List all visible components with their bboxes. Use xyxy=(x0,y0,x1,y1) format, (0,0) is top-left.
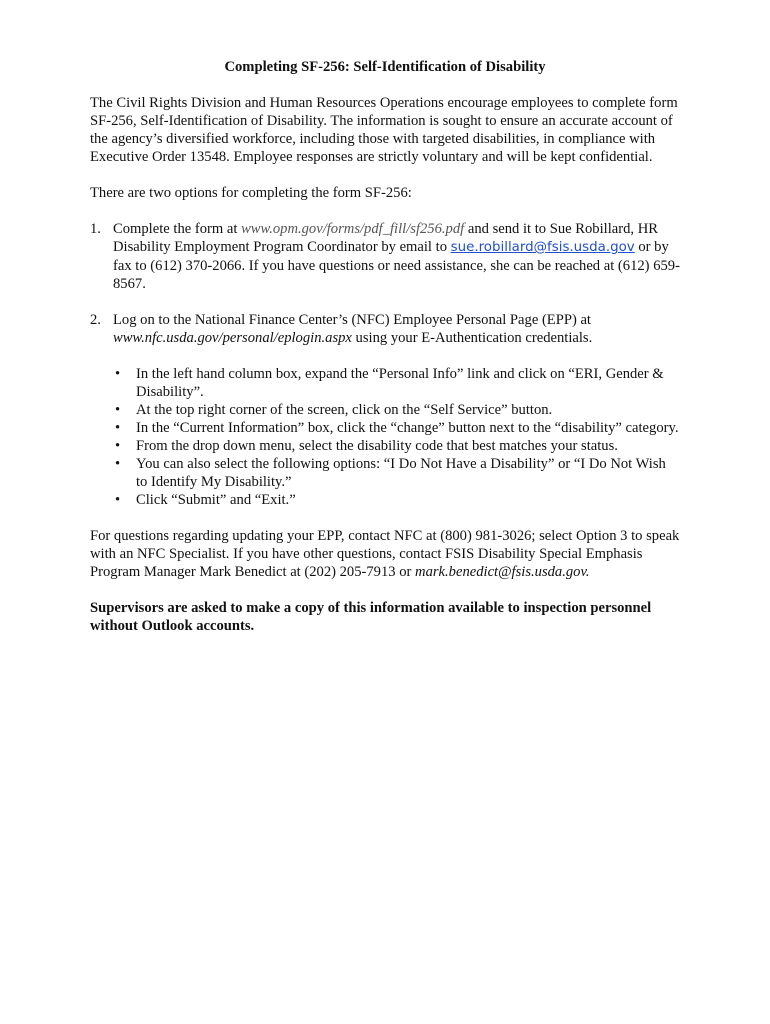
bullet-icon: • xyxy=(115,456,121,472)
option-2 xyxy=(90,311,680,509)
option-1-text-b: and send it to Sue Robillard, HR Disability Employment Program Coordinator by email to xyxy=(113,221,658,255)
intro-paragraph: The Civil Rights Division and Human Resources Operations encourage employees to complete form SF-256, Self-Identification of Disability. The information is sought to ensure an accurate account of the agency’s diversified workforce, including those with targeted disabilities, in compliance with Executive Order 13548. Employee responses are strictly voluntary and will be kept confidential. xyxy=(90,95,678,165)
contact-text: For questions regarding updating your EPP, contact NFC at (800) 981-3026; select Option 3 to speak with an NFC Specialist. If you have other questions, contact FSIS Disability Special Emphasis Program Manager Mark Benedict at (202) 205-7913 or xyxy=(90,528,680,580)
bullet-icon: • xyxy=(115,420,121,436)
option-1-text-a: Complete the form at xyxy=(113,221,242,237)
supervisors-note: Supervisors are asked to make a copy of this information available to inspection personnel without Outlook accounts. xyxy=(90,600,652,634)
bullet-icon: • xyxy=(115,366,121,382)
option-2-text-a: Log on to the National Finance Center’s (NFC) Employee Personal Page (EPP) at xyxy=(113,312,591,328)
list-item: • Click “Submit” and “Exit.” xyxy=(115,492,296,508)
option-2-number: 2. xyxy=(90,312,101,328)
contact-end: . xyxy=(585,564,590,580)
benedict-email-link[interactable]: mark.benedict@fsis.usda.gov xyxy=(415,564,586,580)
robillard-email-link[interactable]: sue.robillard@fsis.usda.gov xyxy=(450,240,635,255)
bullet-icon: • xyxy=(115,438,121,454)
list-item: • At the top right corner of the screen, click on the “Self Service” button. xyxy=(115,402,553,418)
bullet-icon: • xyxy=(115,402,121,418)
nfc-epp-link[interactable]: www.nfc.usda.gov/personal/eplogin.aspx xyxy=(113,330,352,346)
document-page xyxy=(90,58,680,653)
sf256-form-link[interactable]: www.opm.gov/forms/pdf_fill/sf256.pdf xyxy=(241,221,465,237)
bullet-icon: • xyxy=(115,492,121,508)
list-item: • In the left hand column box, expand the “Personal Info” link and click on “ERI, Gender & Disability”. xyxy=(115,366,664,400)
option-2-text-b: using your E-Authentication credentials. xyxy=(351,330,593,346)
list-item: • From the drop down menu, select the disability code that best matches your status. xyxy=(115,438,618,454)
contact-paragraph xyxy=(90,527,680,581)
list-item: • In the “Current Information” box, click the “change” button next to the “disability” category. xyxy=(115,420,679,436)
document-title: Completing SF-256: Self-Identification of Disability xyxy=(224,59,546,75)
option-1 xyxy=(90,220,680,293)
options-intro: There are two options for completing the form SF-256: xyxy=(90,185,412,201)
options-list xyxy=(90,220,680,509)
list-item: • You can also select the following options: “I Do Not Have a Disability” or “I Do Not Wish to Identify My Disability.” xyxy=(115,456,666,490)
epp-steps-list xyxy=(113,365,680,509)
option-1-number: 1. xyxy=(90,221,101,237)
option-1-text-c: or by fax to (612) 370-2066. If you have questions or need assistance, she can be reached at (612) 659-8567. xyxy=(113,239,680,292)
